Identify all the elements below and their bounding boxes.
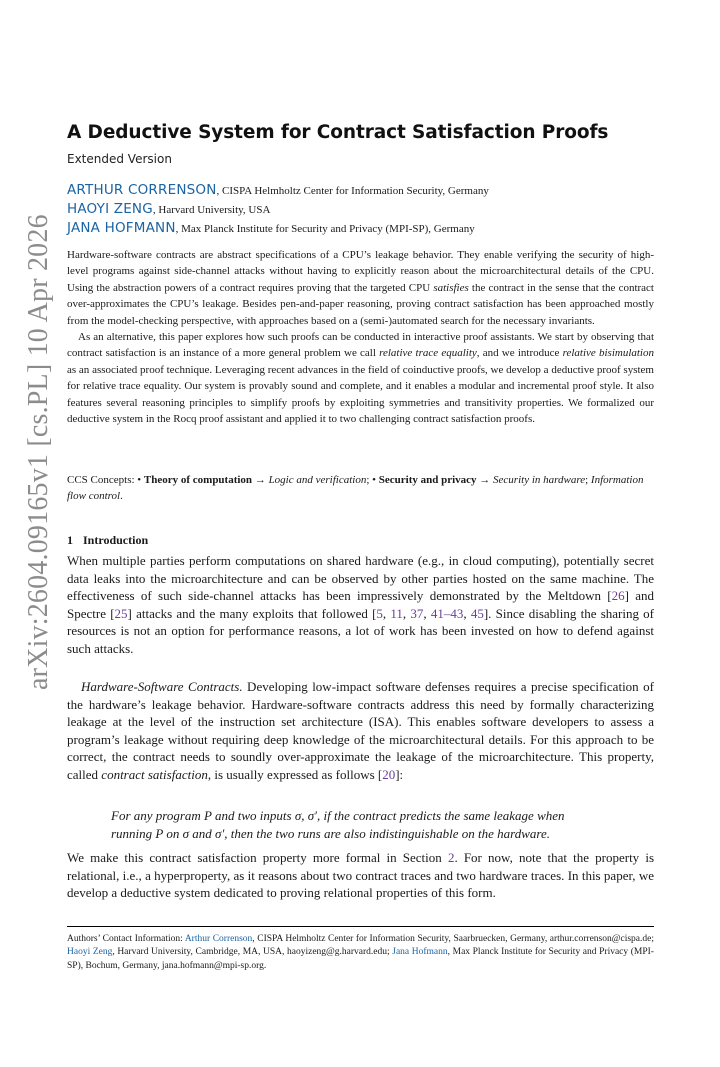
body-text: When multiple parties perform computations on shared hardware (e.g., in cloud computing), potentially secret data leaks into the microarchitecture and can be observed by other parties hosted on the same machine. The effectiveness of such side-channel attacks has been impressively demonstrated by the Meltdown [ xyxy=(67,553,654,604)
abstract-text: As an alternative, this paper explores how such proofs can be conducted in interactive proof assistants. We start by observing that contract satisfaction is an instance of a more general problem we call xyxy=(67,331,654,360)
section-heading xyxy=(67,533,148,548)
citation-link[interactable]: 41–43 xyxy=(430,605,464,621)
body-text: . For now, note that the property is relational, i.e., a hyperproperty, as it reasons about two contract traces and two hardware traces. In this paper, we develop a deductive system dedicated to proving relational properties of this form. xyxy=(67,850,654,901)
citation-link[interactable]: 45 xyxy=(470,605,484,621)
quote-line: running P on σ and σ′, then the two runs are also indistinguishable on the hardware. xyxy=(111,826,551,841)
author-affiliation: , CISPA Helmholtz Center for Information Security, Germany xyxy=(216,185,489,197)
section-link[interactable]: 2 xyxy=(447,850,455,865)
ccs-label: CCS Concepts: • xyxy=(67,474,144,486)
author-affiliation: , Harvard University, USA xyxy=(152,204,271,216)
paper-title: A Deductive System for Contract Satisfaction Proofs xyxy=(67,122,609,143)
ccs-separator: ; xyxy=(585,474,591,486)
body-text: ] and Spectre [ xyxy=(67,588,654,621)
citation-link[interactable]: 26 xyxy=(611,588,625,604)
abstract-emphasis: satisfies xyxy=(433,281,469,294)
intro-paragraph-2 xyxy=(67,678,654,784)
paragraph-heading: Hardware-Software Contracts. xyxy=(81,679,243,694)
body-text: ] attacks and the many exploits that followed [ xyxy=(127,605,377,621)
author-link[interactable]: Haoyi Zeng xyxy=(67,947,113,958)
abstract-text: Hardware-software contracts are abstract specifications of a CPU’s leakage behavior. They enable verifying the security of high-level programs against side-channel attacks without having to explicitly reason about the microarchitectural details of the CPU. Using the abstraction powers of a contract requires proving that the targeted CPU xyxy=(67,249,654,294)
paragraph xyxy=(67,552,654,658)
citation-separator: , xyxy=(463,605,471,621)
body-text: We make this contract satisfaction property more formal in Section xyxy=(67,850,448,865)
footnote-text: , Max Planck Institute for Security and Privacy (MPI-SP), Bochum, Germany, jana.hofmann@mpi-sp.org. xyxy=(67,947,654,971)
author-list xyxy=(67,181,654,238)
citation-separator: , xyxy=(423,605,431,621)
abstract-emphasis: relative trace equality xyxy=(379,347,477,360)
citation-link[interactable]: 5 xyxy=(376,605,383,621)
body-text: ]. Since disabling the sharing of resources is not an option for performance reasons, a lot of work has been invested on how to defend against such attacks. xyxy=(67,605,655,656)
ccs-arrow: → xyxy=(252,474,269,486)
author-entry xyxy=(67,219,654,238)
intro-paragraph-3 xyxy=(67,849,654,902)
citation-link[interactable]: 20 xyxy=(382,766,396,782)
author-entry xyxy=(67,181,654,200)
ccs-concepts xyxy=(67,472,654,505)
ccs-arrow: → xyxy=(476,474,494,486)
body-text: , is usually expressed as follows [ xyxy=(207,766,383,782)
footnote-text: Authors’ Contact Information: xyxy=(67,934,185,944)
author-name[interactable]: ARTHUR CORRENSON xyxy=(67,182,217,198)
author-contact-footnote xyxy=(67,933,654,973)
definition-quote xyxy=(111,807,631,843)
quote-line: For any program P and two inputs σ, σ′, if the contract predicts the same leakage when xyxy=(111,808,565,823)
author-name[interactable]: JANA HOFMANN xyxy=(67,220,176,236)
abstract-paragraph xyxy=(67,329,654,427)
footnote-rule xyxy=(67,926,654,927)
body-text: ]: xyxy=(395,766,404,782)
body-text: Developing low-impact software defenses requires a precise specification of the hardware’s leakage behavior. Hardware-software contracts address this need by formally characterizing leakage at the level of the instruction set architecture (ISA). This enables software developers to assess a program’s leakage without requiring deep knowledge of the microarchitectural details. For this approach to be correct, the contract needs to soundly over-approximate the leakage of the microarchitecture. This property, called xyxy=(67,679,654,782)
paragraph xyxy=(67,849,654,902)
author-link[interactable]: Arthur Correnson xyxy=(184,934,253,944)
footnote-text: , CISPA Helmholtz Center for Information Security, Saarbruecken, Germany, arthur.correnson@cispa.de; xyxy=(252,934,655,944)
citation-separator: , xyxy=(382,605,391,621)
abstract-text: , and we introduce xyxy=(476,347,563,360)
author-link[interactable]: Jana Hofmann xyxy=(392,947,448,958)
citation-link[interactable]: 25 xyxy=(114,605,128,621)
section-number: 1 xyxy=(67,533,73,547)
paragraph xyxy=(67,678,654,784)
citation-link[interactable]: 37 xyxy=(410,605,424,621)
ccs-end: . xyxy=(120,490,123,503)
ccs-term: Security and privacy xyxy=(378,474,477,486)
ccs-concept: Security in hardware xyxy=(493,474,586,486)
footnote-text: , Harvard University, Cambridge, MA, USA, haoyizeng@g.harvard.edu; xyxy=(112,947,393,958)
ccs-concept: Information flow control xyxy=(67,474,644,503)
citation-separator: , xyxy=(402,605,411,621)
abstract-text: the contract in the sense that the contract over-approximates the CPU’s leakage. Besides pen-and-paper reasoning, proving contract satisfaction has been approached mostly from the model-checking perspective, with approaches based on a (semi-)automated search for the necessary invariants. xyxy=(67,281,654,327)
author-affiliation: , Max Planck Institute for Security and Privacy (MPI-SP), Germany xyxy=(175,223,475,235)
abstract-text: as an associated proof technique. Leveraging recent advances in the field of coinductive proofs, we develop a deductive proof system for relative trace equality. Our system is provably sound and complete, and it enables a modular and incremental proof style. It also features several reasoning principles to simplify proofs by exploiting symmetries and transitivity properties. We formalized our deductive system in the Rocq proof assistant and applied it to two challenging contract satisfaction proofs. xyxy=(67,363,654,426)
intro-paragraph-1 xyxy=(67,552,654,658)
abstract xyxy=(67,247,654,427)
ccs-term: Theory of computation xyxy=(143,474,253,486)
ccs-separator: ; • xyxy=(366,474,379,486)
abstract-emphasis: relative bisimulation xyxy=(562,347,654,360)
paper-subtitle: Extended Version xyxy=(67,152,172,166)
ccs-concept: Logic and verification xyxy=(268,474,367,486)
section-title: Introduction xyxy=(83,533,149,547)
body-emphasis: contract satisfaction xyxy=(101,766,208,782)
arxiv-identifier: arXiv:2604.09165v1 [cs.PL] 10 Apr 2026 xyxy=(23,214,54,690)
abstract-paragraph xyxy=(67,247,654,329)
author-entry xyxy=(67,200,654,219)
author-name[interactable]: HAOYI ZENG xyxy=(67,201,153,217)
citation-link[interactable]: 11 xyxy=(390,605,403,621)
